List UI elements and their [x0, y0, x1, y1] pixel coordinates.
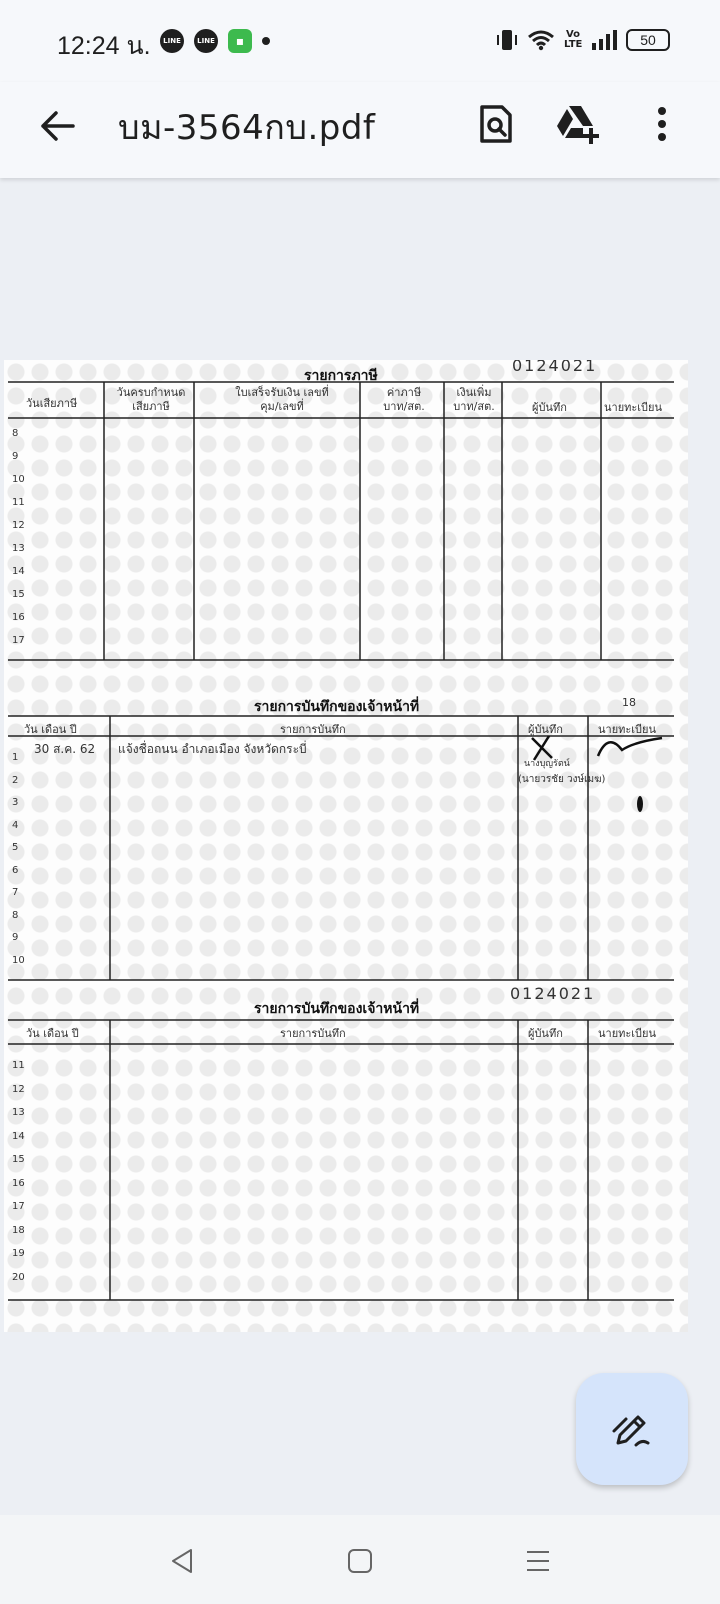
notes-row-number: 8	[12, 909, 19, 921]
nav-recents-button[interactable]	[520, 1543, 556, 1579]
edit-fab-button[interactable]	[576, 1373, 688, 1485]
tax-header-recorder: ผู้บันทึก	[532, 401, 567, 414]
more-notifications-dot-icon	[262, 37, 270, 45]
add-to-drive-button[interactable]	[552, 98, 604, 150]
volte-indicator: Vo LTE	[564, 29, 583, 50]
line-notification-icon: LINE	[194, 29, 218, 53]
battery-indicator: 50	[626, 29, 670, 51]
more-vert-icon	[657, 106, 667, 142]
search-document-icon	[478, 104, 514, 144]
signal-icon	[591, 29, 617, 51]
app-bar	[0, 82, 720, 178]
system-nav-bar	[0, 1515, 720, 1604]
more-options-button[interactable]	[636, 98, 688, 150]
nav-recents-icon	[525, 1548, 551, 1574]
notes2-header-record: รายการบันทึก	[280, 1027, 346, 1040]
notes2-row-number: 11	[12, 1060, 25, 1071]
page-grid-lines	[4, 360, 688, 1332]
add-to-drive-icon	[555, 104, 601, 144]
officer-notes-title-2: รายการบันทึกของเจ้าหน้าที่	[254, 1001, 420, 1017]
nav-home-icon	[347, 1548, 373, 1574]
notes-row-number: 5	[12, 842, 19, 853]
notes2-header-registrar: นายทะเบียน	[598, 1027, 657, 1040]
note-entry-text: แจ้งชื่อถนน อำเภอเมือง จังหวัดกระบี่	[118, 742, 307, 756]
back-button[interactable]	[34, 102, 82, 150]
notes2-header-date: วัน เดือน ปี	[26, 1027, 79, 1040]
search-in-document-button[interactable]	[470, 98, 522, 150]
notes-row-number: 9	[12, 932, 19, 943]
tax-section-title: รายการภาษี	[304, 368, 378, 384]
tax-row-number: 9	[12, 451, 19, 462]
tax-header-surcharge: เงินเพิ่ม บาท/สต.	[453, 386, 495, 413]
wifi-icon	[527, 29, 555, 51]
notes2-row-number: 20	[12, 1271, 25, 1283]
tax-row-number: 17	[12, 635, 25, 646]
notes-row-number: 2	[12, 774, 19, 786]
app-notification-icon: ▪	[228, 29, 252, 53]
notes2-row-number: 12	[12, 1083, 25, 1095]
notes-row-number: 1	[12, 752, 19, 763]
tax-row-number: 14	[12, 566, 25, 577]
document-serial: 0124021	[512, 360, 598, 375]
notes-row-number: 6	[12, 864, 19, 876]
tax-header-registrar: นายทะเบียน	[604, 401, 663, 414]
notes-row-number: 4	[12, 819, 19, 831]
notes2-row-number: 19	[12, 1248, 25, 1259]
notes-header-registrar: นายทะเบียน	[598, 723, 657, 736]
notes2-row-number: 17	[12, 1201, 25, 1212]
tax-row-number: 15	[12, 589, 25, 600]
tax-header-payment-date: วันเสียภาษี	[26, 397, 78, 410]
notification-icons	[160, 29, 270, 53]
line-notification-icon: LINE	[160, 29, 184, 53]
note-registrar-name: (นายวรชัย วงษ์เมฆ)	[518, 774, 606, 785]
page-number: 18	[622, 696, 636, 709]
system-icons	[496, 28, 670, 52]
back-arrow-icon	[40, 110, 76, 142]
tax-row-number: 12	[12, 520, 25, 531]
notes2-row-number: 16	[12, 1177, 25, 1189]
notes2-row-number: 15	[12, 1154, 25, 1165]
tax-row-number: 10	[12, 474, 25, 485]
notes-header-record: รายการบันทึก	[280, 723, 346, 736]
nav-back-icon	[169, 1547, 195, 1575]
tax-row-number: 13	[12, 543, 25, 554]
tax-row-number: 8	[12, 428, 19, 439]
status-bar	[0, 0, 720, 82]
notes-row-number: 10	[12, 954, 25, 966]
note-entry-date: 30 ส.ค. 62	[34, 742, 96, 756]
notes2-header-recorder: ผู้บันทึก	[528, 1027, 563, 1040]
notes-header-recorder: ผู้บันทึก	[528, 723, 563, 736]
status-time: 12:24 น.	[57, 32, 151, 60]
pdf-page[interactable]	[4, 360, 688, 1332]
tax-header-receipt-no: ใบเสร็จรับเงิน เลขที่คุม/เลขที่	[235, 386, 329, 413]
tax-header-tax-amount: ค่าภาษี บาท/สต.	[383, 386, 425, 413]
edit-pen-icon	[610, 1407, 654, 1451]
notes-row-number: 3	[12, 797, 19, 808]
notes2-row-number: 18	[12, 1224, 25, 1236]
nav-home-button[interactable]	[342, 1543, 378, 1579]
tax-header-due-date: วันครบกำหนด เสียภาษี	[116, 386, 186, 413]
note-recorder-name: นางบุญรัตน์	[524, 759, 570, 769]
notes2-row-number: 14	[12, 1130, 25, 1142]
vibrate-icon	[496, 28, 518, 52]
notes2-row-number: 13	[12, 1107, 25, 1118]
nav-back-button[interactable]	[164, 1543, 200, 1579]
officer-notes-title: รายการบันทึกของเจ้าหน้าที่	[254, 699, 420, 715]
tax-row-number: 11	[12, 497, 25, 508]
tax-row-number: 16	[12, 612, 25, 623]
notes-row-number: 7	[12, 887, 19, 898]
document-title: บม-3564กบ.pdf	[118, 108, 376, 148]
notes-header-date: วัน เดือน ปี	[24, 723, 77, 736]
document-serial-2: 0124021	[510, 984, 596, 1003]
